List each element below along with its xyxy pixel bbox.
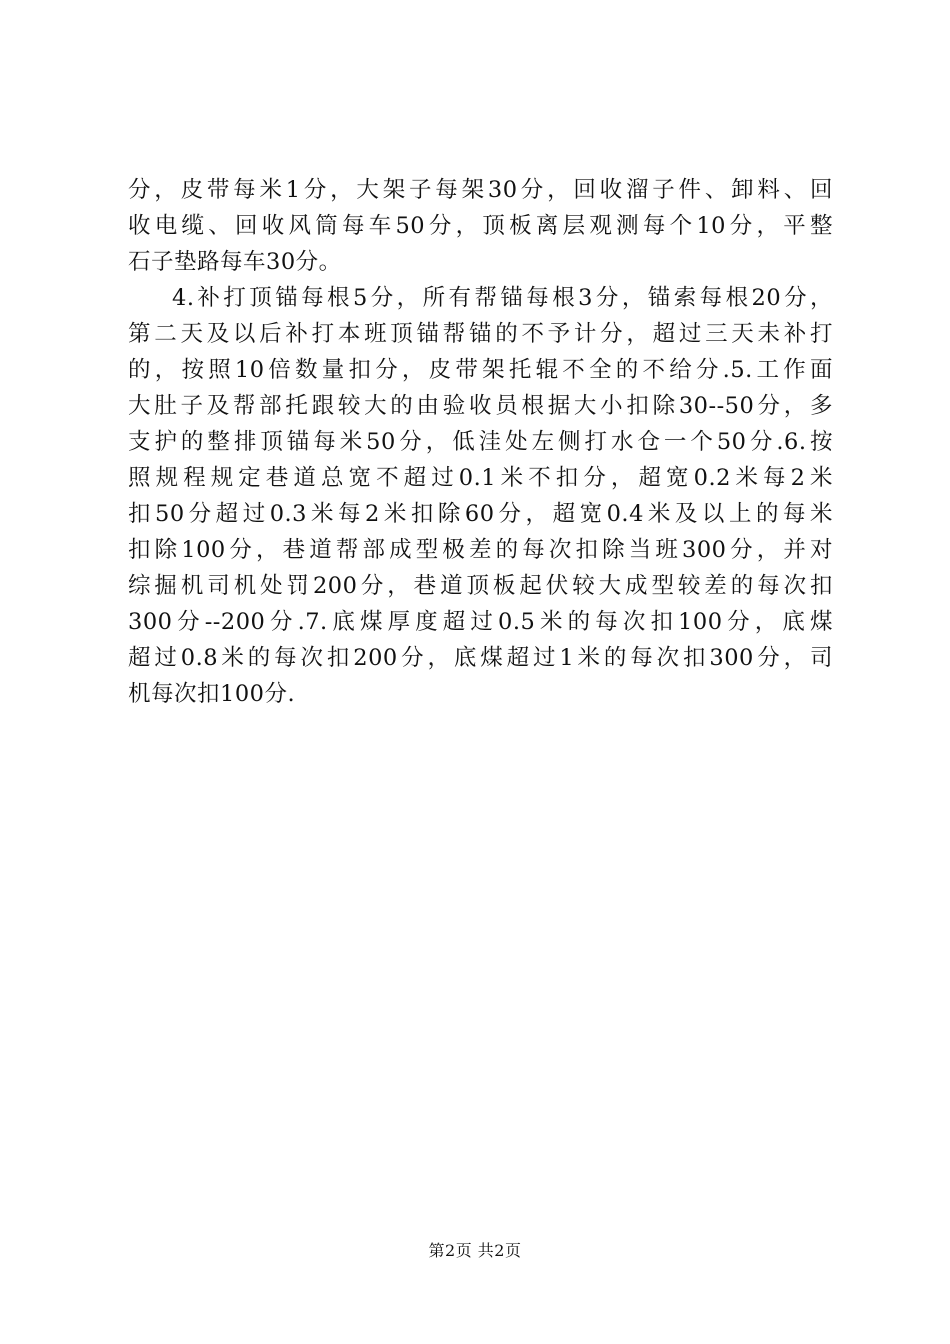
- text-line: 综掘机司机处罚200分，巷道顶板起伏较大成型较差的每次扣: [128, 573, 833, 599]
- text-line: 机每次扣100分.: [128, 681, 296, 707]
- text-line: 大肚子及帮部托跟较大的由验收员根据大小扣除30--50分，多: [128, 393, 833, 419]
- body-text: [128, 172, 833, 712]
- text-line: 300分--200分.7.底煤厚度超过0.5米的每次扣100分，底煤: [128, 609, 833, 635]
- text-line: 的，按照10倍数量扣分，皮带架托辊不全的不给分.5.工作面: [128, 357, 833, 383]
- text-line: 收电缆、回收风筒每车50分，顶板离层观测每个10分，平整: [128, 213, 833, 239]
- text-line: 照规程规定巷道总宽不超过0.1米不扣分，超宽0.2米每2米: [128, 465, 833, 491]
- text-line: 支护的整排顶锚每米50分，低洼处左侧打水仓一个50分.6.按: [128, 429, 833, 455]
- text-line: 扣50分超过0.3米每2米扣除60分，超宽0.4米及以上的每米: [128, 501, 833, 527]
- text-line: 分，皮带每米1分，大架子每架30分，回收溜子件、卸料、回: [128, 177, 833, 203]
- text-line: 石子垫路每车30分。: [128, 249, 342, 275]
- text-line: 超过0.8米的每次扣200分，底煤超过1米的每次扣300分，司: [128, 645, 833, 671]
- text-line: 扣除100分，巷道帮部成型极差的每次扣除当班300分，并对: [128, 537, 833, 563]
- text-line: 第二天及以后补打本班顶锚帮锚的不予计分，超过三天未补打: [128, 321, 833, 347]
- page-footer: 第2页 共2页: [428, 1241, 522, 1260]
- text-line: 4.补打顶锚每根5分，所有帮锚每根3分，锚索每根20分，: [172, 285, 833, 311]
